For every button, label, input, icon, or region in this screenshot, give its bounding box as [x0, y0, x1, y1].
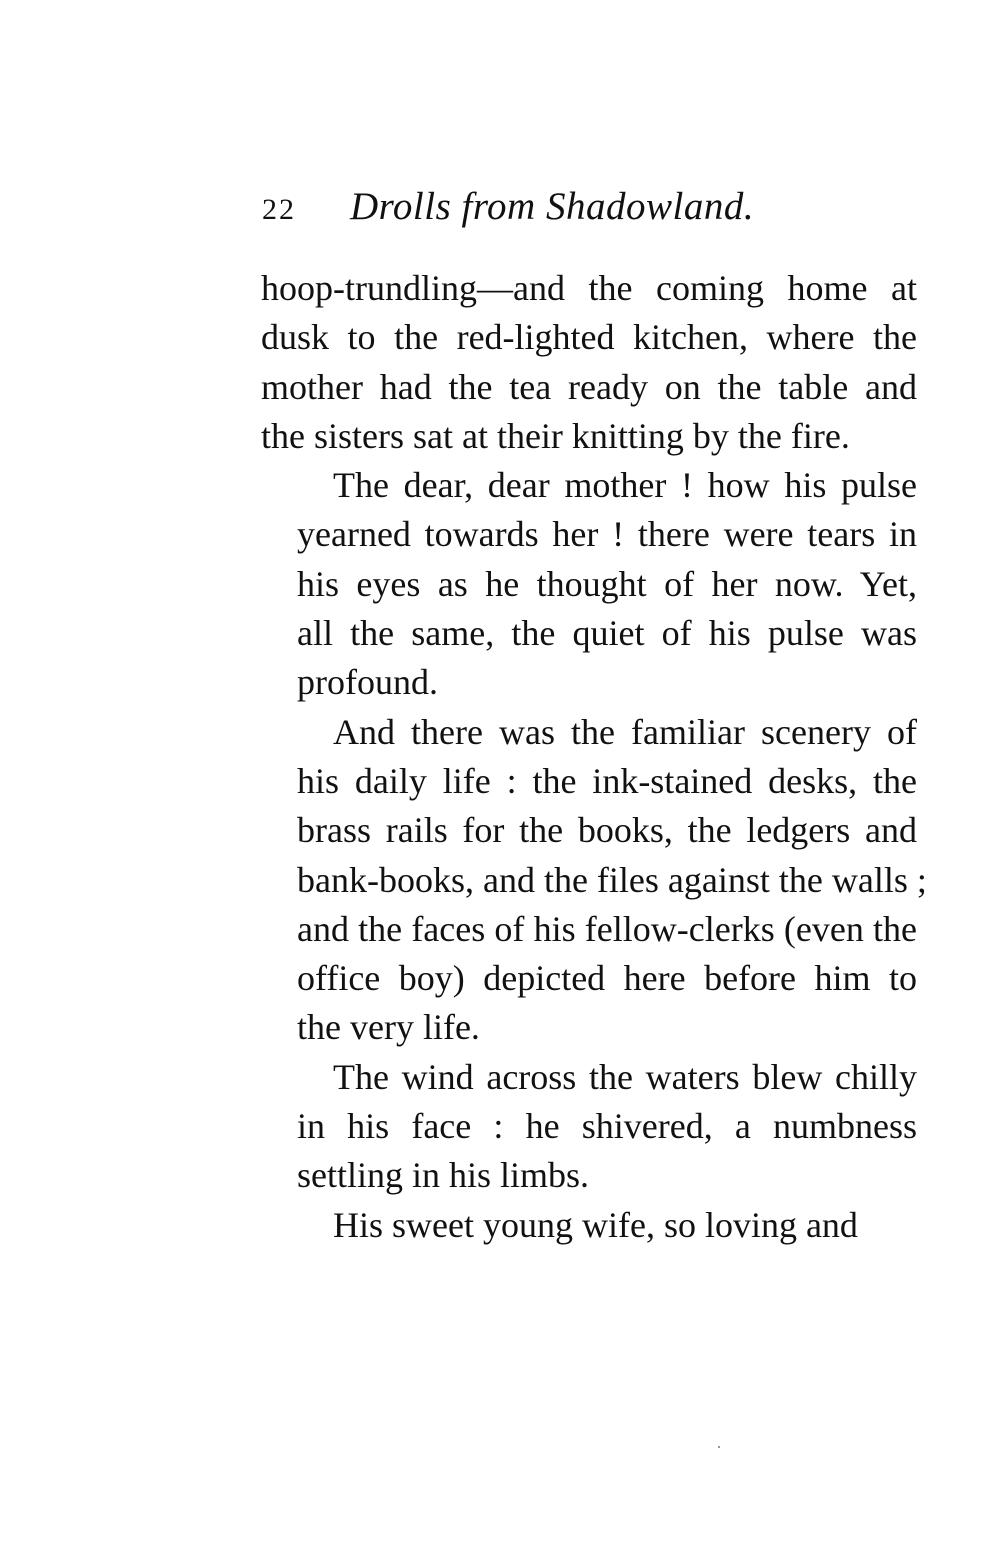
text-line: bank-books, and the files against the walls ;	[297, 859, 927, 900]
text-line: dusk to the red-lighted kitchen, where the	[261, 317, 917, 358]
paragraph	[261, 708, 927, 1053]
body-text	[261, 264, 927, 1250]
text-line: mother had the tea ready on the table and	[261, 366, 917, 407]
paragraph	[261, 1053, 917, 1201]
text-line: yearned towards her ! there were tears in	[297, 514, 917, 555]
running-title: Drolls from Shadowland.	[350, 185, 755, 228]
running-head	[262, 184, 922, 234]
text-line: his daily life : the ink-stained desks, the	[297, 760, 917, 801]
paragraph	[261, 1201, 917, 1250]
paragraph	[261, 461, 917, 707]
text-line: The dear, dear mother ! how his pulse	[333, 465, 917, 506]
page-number: 22	[262, 193, 296, 226]
text-line: the sisters sat at their knitting by the fire.	[261, 415, 850, 456]
text-line: hoop-trundling—and the coming home at	[261, 268, 917, 308]
text-line: brass rails for the books, the ledgers and	[297, 810, 917, 851]
text-line: all the same, the quiet of his pulse was	[297, 613, 917, 654]
text-line: The wind across the waters blew chilly	[333, 1056, 917, 1097]
text-line: profound.	[297, 662, 438, 703]
text-line: And there was the familiar scenery of	[333, 711, 917, 752]
text-line: in his face : he shivered, a numbness	[297, 1106, 917, 1147]
text-line: His sweet young wife, so loving and	[333, 1204, 858, 1245]
text-line: his eyes as he thought of her now. Yet,	[297, 563, 917, 604]
text-line: the very life.	[297, 1007, 480, 1048]
text-line: settling in his limbs.	[297, 1155, 590, 1196]
paragraph	[261, 264, 917, 461]
page-speck	[718, 1446, 720, 1448]
text-line: office boy) depicted here before him to	[297, 958, 917, 999]
text-line: and the faces of his fellow-clerks (even the	[297, 908, 917, 949]
